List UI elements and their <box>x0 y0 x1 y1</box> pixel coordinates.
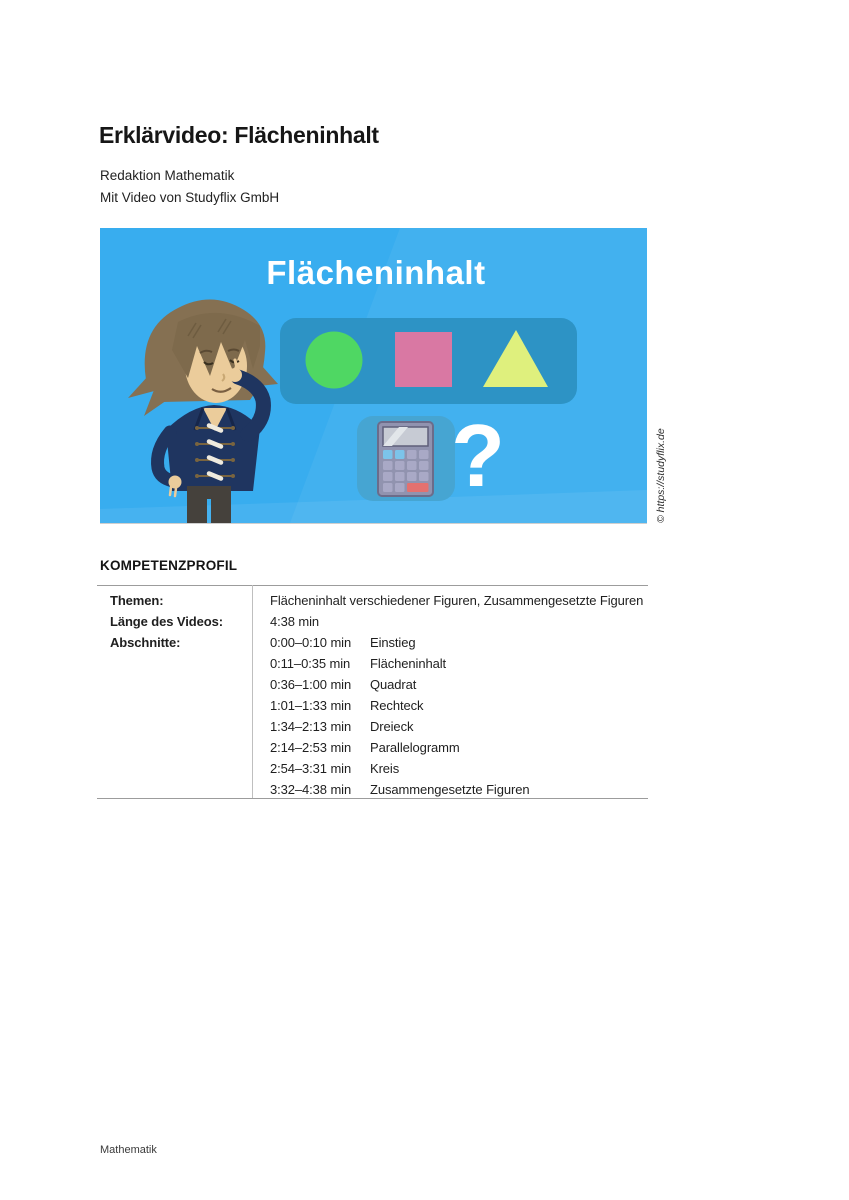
section-time: 1:01–1:33 min <box>270 698 352 713</box>
section-time: 2:54–3:31 min <box>270 761 352 776</box>
kompetenzprofil-table <box>97 590 648 800</box>
table-row-section <box>97 716 648 737</box>
footer-subject: Mathematik <box>100 1144 157 1156</box>
table-row-section <box>97 737 648 758</box>
table-row-section <box>97 779 648 800</box>
row-label: Abschnitte: <box>110 635 181 650</box>
kompetenzprofil-heading: KOMPETENZPROFIL <box>100 558 238 573</box>
calculator-icon <box>378 422 433 496</box>
section-name: Flächeninhalt <box>370 656 447 671</box>
section-time: 3:32–4:38 min <box>270 782 352 797</box>
byline-redaktion: Redaktion Mathematik <box>100 168 235 183</box>
row-value: 4:38 min <box>270 614 320 629</box>
section-time: 1:34–2:13 min <box>270 719 352 734</box>
section-name: Rechteck <box>370 698 424 713</box>
table-row-section <box>97 653 648 674</box>
video-thumbnail <box>100 228 647 524</box>
section-name: Kreis <box>370 761 400 776</box>
table-row-section <box>97 758 648 779</box>
row-label: Themen: <box>110 593 164 608</box>
thumbnail-title: Flächeninhalt <box>266 254 486 291</box>
table-row-laenge <box>97 611 648 632</box>
row-label: Länge des Videos: <box>110 614 223 629</box>
table-row-section <box>97 632 648 653</box>
square-shape <box>395 332 452 387</box>
byline-video-credit: Mit Video von Studyflix GmbH <box>100 190 280 205</box>
page-title: Erklärvideo: Flächeninhalt <box>99 122 379 148</box>
table-row-section <box>97 674 648 695</box>
section-name: Quadrat <box>370 677 417 692</box>
section-name: Dreieck <box>370 719 414 734</box>
table-rule-top <box>97 585 648 586</box>
section-name: Einstieg <box>370 635 416 650</box>
row-value: Flächeninhalt verschiedener Figuren, Zusammengesetzte Figuren <box>270 593 644 608</box>
question-mark-icon: ? <box>451 406 505 505</box>
section-time: 0:00–0:10 min <box>270 635 352 650</box>
byline-block <box>100 165 279 209</box>
thumbnail-illustration <box>100 228 647 523</box>
section-name: Zusammengesetzte Figuren <box>370 782 530 797</box>
section-time: 2:14–2:53 min <box>270 740 352 755</box>
table-row-themen <box>97 590 648 611</box>
circle-shape <box>306 332 363 389</box>
section-time: 0:11–0:35 min <box>270 656 351 671</box>
table-row-section <box>97 695 648 716</box>
section-time: 0:36–1:00 min <box>270 677 352 692</box>
section-name: Parallelogramm <box>370 740 460 755</box>
copyright-note: © https://studyflix.de <box>655 428 667 523</box>
